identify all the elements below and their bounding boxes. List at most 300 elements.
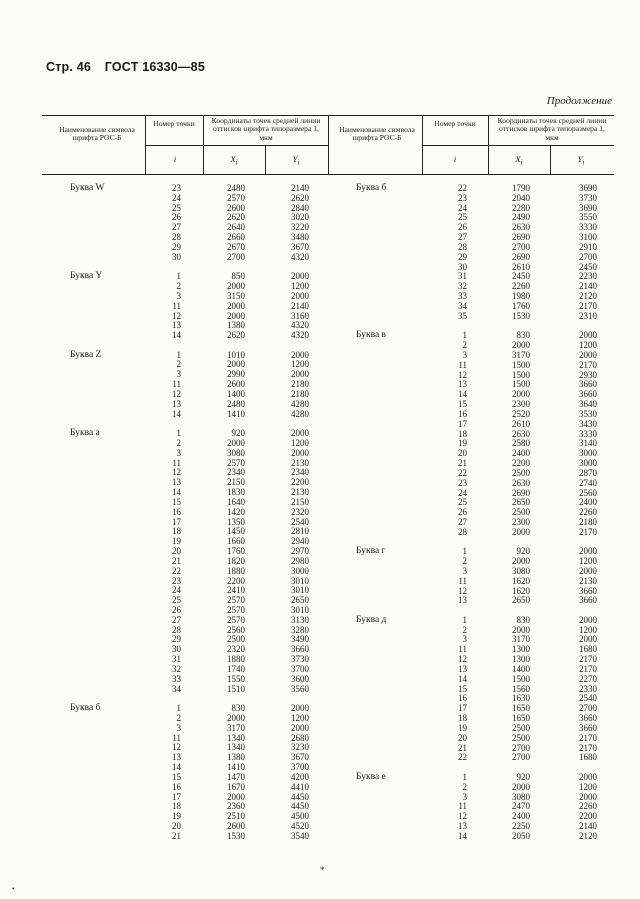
point-number: 21 bbox=[458, 458, 467, 468]
x-value: 3170 bbox=[512, 634, 530, 645]
y-value: 1680 bbox=[579, 752, 597, 763]
point-number: 23 bbox=[172, 575, 181, 586]
letter-label: Буква в bbox=[356, 330, 387, 341]
table-row bbox=[0, 634, 640, 644]
table-row bbox=[0, 409, 640, 419]
x-value: 3080 bbox=[512, 565, 530, 576]
point-number: 12 bbox=[172, 742, 181, 753]
y-value: 2400 bbox=[579, 497, 597, 508]
y-value: 4520 bbox=[291, 821, 309, 832]
table-row bbox=[0, 556, 640, 566]
x-value: 1530 bbox=[512, 310, 530, 321]
point-number: 11 bbox=[172, 457, 181, 468]
point-number: 33 bbox=[172, 673, 181, 684]
point-number: 14 bbox=[172, 487, 181, 498]
x-value: 1400 bbox=[227, 388, 245, 399]
point-number: 11 bbox=[458, 644, 467, 655]
x-value: 2450 bbox=[512, 271, 530, 282]
x-value: 3170 bbox=[227, 722, 245, 733]
point-number: 20 bbox=[172, 546, 181, 557]
y-value: 3330 bbox=[579, 222, 597, 233]
y-value: 4450 bbox=[291, 791, 309, 802]
table-row bbox=[0, 379, 640, 389]
x-value: 920 bbox=[231, 428, 245, 439]
x-value: 1620 bbox=[512, 575, 530, 586]
x-value: 2520 bbox=[512, 408, 530, 419]
y-value: 2000 bbox=[291, 447, 309, 458]
table-row bbox=[0, 831, 640, 841]
point-number: 28 bbox=[458, 526, 467, 537]
margin-mark: • bbox=[12, 885, 15, 893]
table-row bbox=[0, 360, 640, 370]
point-number: 17 bbox=[458, 703, 467, 714]
table-row bbox=[0, 291, 640, 301]
x-value: 1010 bbox=[227, 349, 245, 360]
x-value: 1790 bbox=[512, 183, 530, 193]
y-value: 3640 bbox=[579, 399, 597, 410]
x-value: 920 bbox=[516, 546, 530, 557]
y-value: 1680 bbox=[579, 644, 597, 655]
table-row bbox=[0, 203, 640, 213]
x-value: 2000 bbox=[227, 359, 245, 370]
y-value: 3660 bbox=[579, 595, 597, 606]
point-number: 24 bbox=[172, 585, 181, 596]
x-value: 1650 bbox=[512, 713, 530, 724]
x-value: 1470 bbox=[227, 771, 245, 782]
x-value: 2250 bbox=[512, 821, 530, 832]
continued-label: Продолжение bbox=[546, 95, 612, 107]
x-value: 2000 bbox=[512, 340, 530, 351]
point-number: 3 bbox=[176, 722, 181, 733]
column-header-coords: Координаты точек средней линии оттисков шрифта типоразмера 1, мкм bbox=[211, 116, 321, 142]
point-number: 25 bbox=[172, 202, 181, 213]
point-number: 26 bbox=[172, 605, 181, 615]
point-number: 31 bbox=[458, 271, 467, 282]
point-number: 14 bbox=[172, 762, 181, 773]
point-number: 1 bbox=[176, 703, 181, 714]
x-value: 2570 bbox=[227, 595, 245, 606]
point-number: 2 bbox=[462, 781, 467, 792]
point-number: 2 bbox=[462, 556, 467, 567]
y-value: 4200 bbox=[291, 771, 309, 782]
point-number: 23 bbox=[458, 192, 467, 203]
x-value: 1630 bbox=[512, 693, 530, 704]
x-value: 1650 bbox=[512, 703, 530, 714]
x-value: 2580 bbox=[512, 438, 530, 449]
y-value: 3430 bbox=[579, 418, 597, 429]
table-row bbox=[0, 399, 640, 409]
table-row bbox=[0, 262, 640, 272]
point-number: 12 bbox=[172, 388, 181, 399]
y-value: 3530 bbox=[579, 408, 597, 419]
y-value: 3660 bbox=[291, 644, 309, 655]
table-row bbox=[0, 693, 640, 703]
point-number: 21 bbox=[172, 830, 181, 841]
y-value: 2140 bbox=[291, 183, 309, 193]
table-row bbox=[0, 772, 640, 782]
point-number: 17 bbox=[458, 418, 467, 429]
table-row bbox=[0, 586, 640, 596]
table-row bbox=[0, 595, 640, 605]
point-number: 25 bbox=[458, 497, 467, 508]
point-number: 17 bbox=[172, 791, 181, 802]
y-value: 3100 bbox=[579, 232, 597, 243]
y-value: 2330 bbox=[579, 683, 597, 694]
point-number: 2 bbox=[176, 712, 181, 723]
x-value: 1830 bbox=[227, 487, 245, 498]
y-value: 3660 bbox=[579, 713, 597, 724]
y-value: 2000 bbox=[579, 565, 597, 576]
y-value: 2000 bbox=[291, 722, 309, 733]
page-label: Стр. 46 bbox=[46, 60, 92, 74]
point-number: 2 bbox=[176, 359, 181, 370]
point-number: 27 bbox=[172, 614, 181, 625]
point-number: 2 bbox=[462, 624, 467, 635]
point-number: 1 bbox=[462, 771, 467, 782]
point-number: 25 bbox=[172, 595, 181, 606]
x-value: 2700 bbox=[512, 241, 530, 252]
point-number: 3 bbox=[462, 565, 467, 576]
table-row bbox=[0, 242, 640, 252]
x-value: 2490 bbox=[512, 212, 530, 223]
y-value: 3000 bbox=[579, 448, 597, 459]
y-value: 3010 bbox=[291, 585, 309, 596]
point-number: 13 bbox=[172, 477, 181, 488]
point-number: 2 bbox=[176, 281, 181, 292]
y-value: 2910 bbox=[579, 241, 597, 252]
point-number: 24 bbox=[458, 202, 467, 213]
y-value: 3690 bbox=[579, 183, 597, 193]
point-number: 20 bbox=[172, 821, 181, 832]
table-row bbox=[0, 320, 640, 330]
y-value: 1200 bbox=[579, 781, 597, 792]
y-value: 2180 bbox=[579, 516, 597, 527]
point-number: 14 bbox=[458, 830, 467, 841]
x-value: 2040 bbox=[512, 192, 530, 203]
x-value: 1300 bbox=[512, 654, 530, 665]
x-value: 2200 bbox=[512, 458, 530, 468]
x-value: 2560 bbox=[227, 624, 245, 635]
y-value: 3220 bbox=[291, 222, 309, 233]
point-number: 26 bbox=[458, 222, 467, 233]
x-value: 830 bbox=[231, 703, 245, 714]
y-value: 3130 bbox=[291, 614, 309, 625]
y-value: 3660 bbox=[579, 379, 597, 390]
x-value: 2610 bbox=[512, 261, 530, 272]
table-row bbox=[0, 497, 640, 507]
x-value: 2000 bbox=[512, 781, 530, 792]
point-number: 21 bbox=[458, 742, 467, 753]
point-number: 3 bbox=[176, 290, 181, 301]
point-number: 34 bbox=[172, 683, 181, 694]
subheader-y: $Y_i$ bbox=[292, 154, 300, 167]
letter-label: Буква б bbox=[356, 183, 387, 193]
subheader-x: $X_i$ bbox=[515, 154, 523, 167]
x-value: 1380 bbox=[227, 320, 245, 331]
x-value: 2280 bbox=[512, 202, 530, 213]
table-row bbox=[0, 546, 640, 556]
x-value: 2600 bbox=[227, 821, 245, 832]
table-row bbox=[0, 340, 640, 350]
x-value: 1500 bbox=[512, 379, 530, 390]
x-value: 1500 bbox=[512, 673, 530, 684]
y-value: 2840 bbox=[291, 202, 309, 213]
y-value: 2260 bbox=[579, 801, 597, 812]
letter-label: Буква д bbox=[356, 614, 387, 625]
x-value: 1980 bbox=[512, 291, 530, 302]
table-row bbox=[0, 703, 640, 713]
y-value: 3670 bbox=[291, 241, 309, 252]
x-value: 1500 bbox=[512, 359, 530, 370]
y-value: 2140 bbox=[579, 281, 597, 292]
y-value: 4500 bbox=[291, 811, 309, 822]
y-value: 2260 bbox=[579, 507, 597, 518]
table-row bbox=[0, 212, 640, 222]
y-value: 2000 bbox=[291, 703, 309, 714]
y-value: 3670 bbox=[291, 752, 309, 763]
point-number: 13 bbox=[458, 595, 467, 606]
point-number: 13 bbox=[172, 752, 181, 763]
x-value: 1450 bbox=[227, 526, 245, 537]
point-number: 34 bbox=[458, 300, 467, 311]
letter-label: Буква г bbox=[356, 546, 386, 557]
y-value: 2170 bbox=[579, 732, 597, 743]
point-number: 32 bbox=[172, 663, 181, 674]
point-number: 33 bbox=[458, 291, 467, 302]
x-value: 1530 bbox=[227, 830, 245, 841]
x-value: 2640 bbox=[227, 222, 245, 233]
point-number: 23 bbox=[172, 183, 181, 193]
table-row bbox=[0, 507, 640, 517]
table-row bbox=[0, 615, 640, 625]
x-value: 2000 bbox=[227, 310, 245, 321]
y-value: 2180 bbox=[291, 388, 309, 399]
point-number: 1 bbox=[462, 546, 467, 557]
table-row bbox=[0, 801, 640, 811]
y-value: 2000 bbox=[291, 369, 309, 380]
y-value: 3160 bbox=[291, 310, 309, 321]
y-value: 1200 bbox=[291, 437, 309, 448]
table-row bbox=[0, 762, 640, 772]
x-value: 2690 bbox=[512, 232, 530, 243]
x-value: 2630 bbox=[512, 222, 530, 233]
y-value: 3490 bbox=[291, 634, 309, 645]
point-number: 24 bbox=[458, 487, 467, 498]
point-number: 19 bbox=[172, 811, 181, 822]
point-number: 14 bbox=[172, 408, 181, 419]
y-value: 2620 bbox=[291, 192, 309, 203]
x-value: 1880 bbox=[227, 654, 245, 665]
subheader-x: $X_i$ bbox=[230, 154, 238, 167]
x-value: 2340 bbox=[227, 467, 245, 478]
point-number: 16 bbox=[458, 693, 467, 704]
x-value: 2300 bbox=[512, 399, 530, 410]
y-value: 3140 bbox=[579, 438, 597, 449]
point-number: 27 bbox=[458, 516, 467, 527]
y-value: 2270 bbox=[579, 673, 597, 684]
point-number: 22 bbox=[172, 565, 181, 576]
point-number: 25 bbox=[458, 212, 467, 223]
point-number: 14 bbox=[172, 330, 181, 341]
y-value: 1200 bbox=[579, 556, 597, 567]
y-value: 2810 bbox=[291, 526, 309, 537]
column-header-point: Номер точки bbox=[153, 119, 195, 128]
x-value: 830 bbox=[516, 614, 530, 625]
table-row bbox=[0, 419, 640, 429]
x-value: 2000 bbox=[227, 791, 245, 802]
point-number: 12 bbox=[172, 467, 181, 478]
point-number: 19 bbox=[458, 722, 467, 733]
table-row bbox=[0, 674, 640, 684]
point-number: 19 bbox=[458, 438, 467, 449]
y-value: 2170 bbox=[579, 742, 597, 753]
point-number: 1 bbox=[462, 614, 467, 625]
y-value: 3550 bbox=[579, 212, 597, 223]
table-row bbox=[0, 605, 640, 615]
point-number: 1 bbox=[176, 428, 181, 439]
x-value: 2480 bbox=[227, 398, 245, 409]
point-number: 1 bbox=[176, 349, 181, 360]
column-header-name: Наименование символа шрифта РОС-Б bbox=[339, 125, 415, 143]
y-value: 3660 bbox=[579, 389, 597, 400]
table-row bbox=[0, 713, 640, 723]
table-row bbox=[0, 654, 640, 664]
x-value: 2570 bbox=[227, 605, 245, 615]
y-value: 2450 bbox=[579, 261, 597, 272]
y-value: 2340 bbox=[291, 467, 309, 478]
point-number: 30 bbox=[172, 644, 181, 655]
x-value: 1670 bbox=[227, 781, 245, 792]
x-value: 1820 bbox=[227, 555, 245, 566]
point-number: 13 bbox=[172, 398, 181, 409]
x-value: 1620 bbox=[512, 585, 530, 596]
point-number: 20 bbox=[458, 448, 467, 459]
y-value: 1200 bbox=[579, 624, 597, 635]
standard-label: ГОСТ 16330—85 bbox=[104, 60, 205, 74]
y-value: 2000 bbox=[579, 791, 597, 802]
x-value: 2570 bbox=[227, 192, 245, 203]
point-number: 2 bbox=[462, 340, 467, 351]
point-number: 14 bbox=[458, 673, 467, 684]
x-value: 2480 bbox=[227, 183, 245, 193]
table-row bbox=[0, 478, 640, 488]
point-number: 23 bbox=[458, 477, 467, 488]
y-value: 3560 bbox=[291, 683, 309, 694]
y-value: 2680 bbox=[291, 732, 309, 743]
point-number: 16 bbox=[172, 781, 181, 792]
x-value: 2660 bbox=[227, 232, 245, 243]
col-divider bbox=[328, 115, 329, 174]
x-value: 2000 bbox=[227, 281, 245, 292]
x-value: 850 bbox=[231, 271, 245, 282]
y-value: 2150 bbox=[291, 496, 309, 507]
x-value: 1500 bbox=[512, 369, 530, 380]
col-divider bbox=[145, 115, 146, 174]
y-value: 2200 bbox=[291, 477, 309, 488]
point-number: 20 bbox=[458, 732, 467, 743]
y-value: 3230 bbox=[291, 742, 309, 753]
x-value: 3080 bbox=[227, 447, 245, 458]
point-number: 3 bbox=[176, 369, 181, 380]
y-value: 2540 bbox=[291, 516, 309, 527]
y-value: 2170 bbox=[579, 359, 597, 370]
x-value: 2670 bbox=[227, 241, 245, 252]
y-value: 3280 bbox=[291, 624, 309, 635]
letter-label: Буква б bbox=[70, 703, 101, 714]
x-value: 920 bbox=[516, 771, 530, 782]
x-value: 1760 bbox=[512, 300, 530, 311]
point-number: 28 bbox=[172, 232, 181, 243]
x-value: 2600 bbox=[227, 202, 245, 213]
y-value: 4280 bbox=[291, 408, 309, 419]
point-number: 12 bbox=[458, 811, 467, 822]
point-number: 1 bbox=[176, 271, 181, 282]
y-value: 1200 bbox=[291, 712, 309, 723]
y-value: 3700 bbox=[291, 762, 309, 773]
y-value: 1200 bbox=[291, 281, 309, 292]
point-number: 12 bbox=[458, 585, 467, 596]
x-value: 2620 bbox=[227, 330, 245, 341]
point-number: 11 bbox=[458, 575, 467, 586]
table-row bbox=[0, 517, 640, 527]
x-value: 2000 bbox=[227, 437, 245, 448]
x-value: 2500 bbox=[512, 467, 530, 478]
y-value: 4450 bbox=[291, 801, 309, 812]
y-value: 2700 bbox=[579, 703, 597, 714]
y-value: 4280 bbox=[291, 398, 309, 409]
y-value: 2000 bbox=[579, 771, 597, 782]
y-value: 2740 bbox=[579, 477, 597, 488]
point-number: 2 bbox=[176, 437, 181, 448]
y-value: 2310 bbox=[579, 310, 597, 321]
y-value: 2000 bbox=[291, 428, 309, 439]
point-number: 31 bbox=[172, 654, 181, 665]
table-row bbox=[0, 301, 640, 311]
y-value: 2000 bbox=[579, 634, 597, 645]
x-value: 1380 bbox=[227, 752, 245, 763]
x-value: 2700 bbox=[512, 742, 530, 753]
y-value: 2230 bbox=[579, 271, 597, 282]
y-value: 2120 bbox=[579, 291, 597, 302]
x-value: 2500 bbox=[512, 507, 530, 518]
table-row bbox=[0, 811, 640, 821]
point-number: 18 bbox=[458, 428, 467, 439]
x-value: 1550 bbox=[227, 673, 245, 684]
table-row bbox=[0, 350, 640, 360]
point-number: 16 bbox=[172, 506, 181, 517]
y-value: 2700 bbox=[579, 251, 597, 262]
point-number: 14 bbox=[458, 389, 467, 400]
point-number: 29 bbox=[172, 241, 181, 252]
point-number: 13 bbox=[458, 663, 467, 674]
table-row bbox=[0, 448, 640, 458]
x-value: 3170 bbox=[512, 349, 530, 360]
letter-label: Буква Y bbox=[70, 271, 103, 282]
y-value: 2000 bbox=[291, 349, 309, 360]
x-value: 2150 bbox=[227, 477, 245, 488]
table-row bbox=[0, 370, 640, 380]
point-number: 12 bbox=[172, 310, 181, 321]
letter-label: Буква Z bbox=[70, 349, 102, 360]
subheader-rule-right bbox=[422, 145, 614, 146]
x-value: 2500 bbox=[227, 634, 245, 645]
y-value: 2180 bbox=[291, 379, 309, 390]
x-value: 2000 bbox=[512, 389, 530, 400]
point-number: 35 bbox=[458, 310, 467, 321]
x-value: 1340 bbox=[227, 742, 245, 753]
x-value: 1510 bbox=[227, 683, 245, 694]
table-row bbox=[0, 389, 640, 399]
